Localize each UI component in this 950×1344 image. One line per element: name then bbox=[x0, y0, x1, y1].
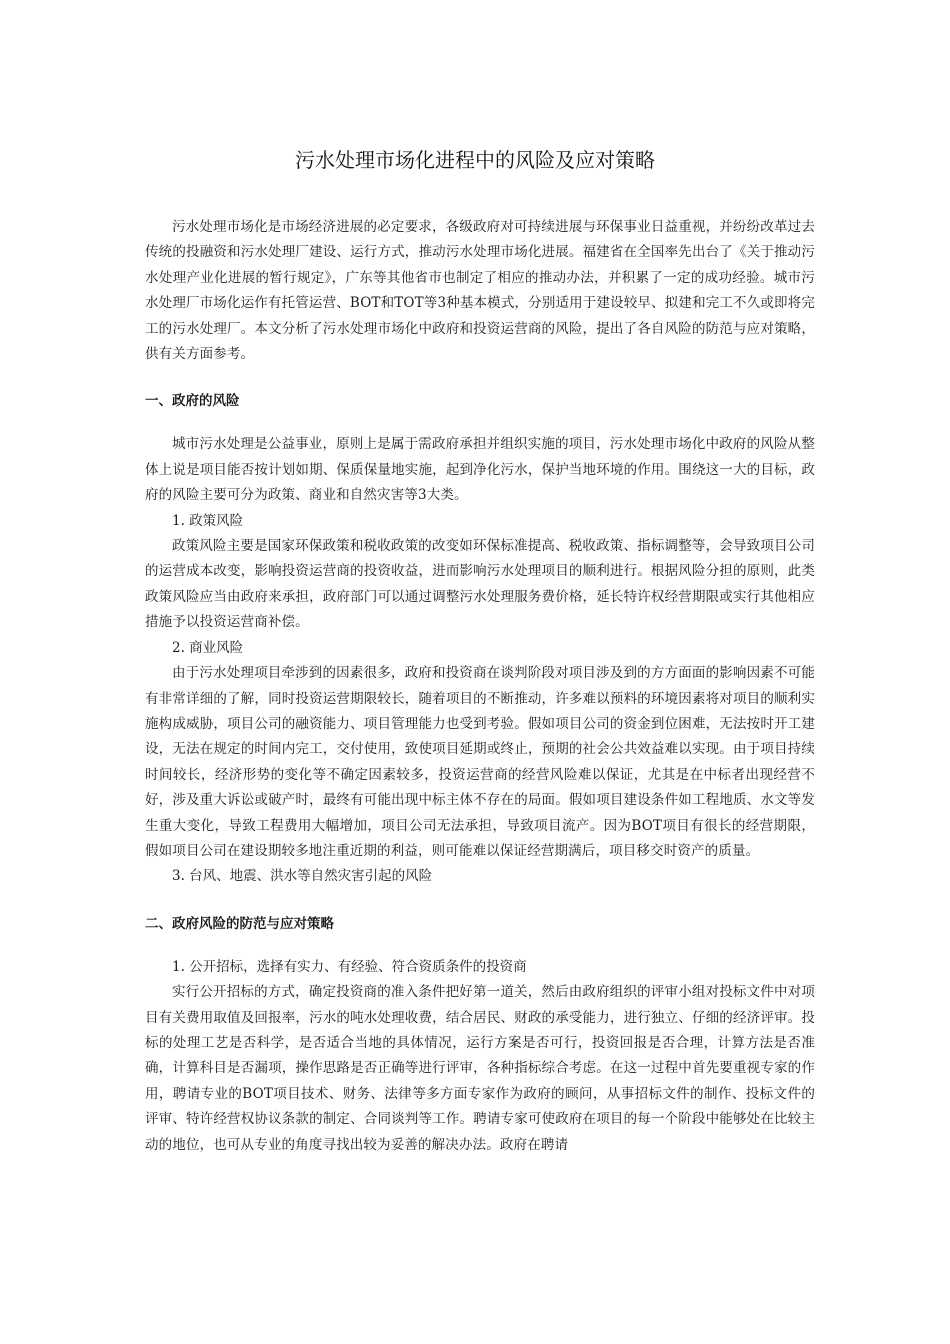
policy-risk-paragraph: 政策风险主要是国家环保政策和税收政策的改变如环保标准提高、税收政策、指标调整等，会导致项目公司的运营成本改变，影响投资运营商的投资收益，进而影响污水处理项目的顺利进行。根据风险分担的原则，此类政策风险应当由政府来承担，政府部门可以通过调整污水处理服务费价格，延长特许权经营期限或实行其他相应措施予以投资运营商补偿。 bbox=[145, 538, 815, 631]
natural-disaster-risk-title: 3. 台风、地震、洪水等自然灾害引起的风险 bbox=[172, 868, 433, 885]
section-heading-risk-prevention: 二、政府风险的防范与应对策略 bbox=[145, 915, 334, 932]
public-tender-paragraph: 实行公开招标的方式，确定投资商的准入条件把好第一道关，然后由政府组织的评审小组对投标文件中对项目有关费用取值及回报率，污水的吨水处理收费，结合居民、财政的承受能力，进行独立、仔细的经济评审。投标的处理工艺是否科学，是否适合当地的具体情况，运行方案是否可行，投资回报是否合理，计算方法是否准确，计算科目是否漏项，操作思路是否正确等进行评审，各种指标综合考虑。在这一过程中首先要重视专家的作用，聘请专业的BOT项目技术、财务、法律等多方面专家作为政府的顾问，从事招标文件的制作、投标文件的评审、特许经营权协议条款的制定、合同谈判等工作。聘请专家可使政府在项目的每一个阶段中能够处在比较主动的地位，也可从专业的角度寻找出较为妥善的解决办法。政府在聘请 bbox=[145, 984, 815, 1153]
document-body bbox=[145, 215, 815, 1158]
document-title: 污水处理市场化进程中的风险及应对策略 bbox=[295, 148, 655, 172]
intro-paragraph: 污水处理市场化是市场经济进展的必定要求，各级政府对可持续进展与环保事业日益重视，并纷纷改革过去传统的投融资和污水处理厂建设、运行方式，推动污水处理市场化进展。福建省在全国率先出台了《关于推动污水处理产业化进展的暂行规定》，广东等其他省市也制定了相应的推动办法，并积累了一定的成功经验。城市污水处理厂市场化运作有托管运营、BOT和TOT等3种基本模式，分别适用于建设较早、拟建和完工不久或即将完工的污水处理厂。本文分析了污水处理市场化中政府和投资运营商的风险，提出了各自风险的防范与应对策略，供有关方面参考。 bbox=[145, 219, 815, 363]
public-tender-title: 1. 公开招标，选择有实力、有经验、符合资质条件的投资商 bbox=[172, 958, 527, 975]
commercial-risk-paragraph: 由于污水处理项目牵涉到的因素很多，政府和投资商在谈判阶段对项目涉及到的方方面面的影响因素不可能有非常详细的了解，同时投资运营期限较长，随着项目的不断推动，许多难以预料的环境因素将对项目的顺利实施构成威胁，项目公司的融资能力、项目管理能力也受到考验。假如项目公司的资金到位困难，无法按时开工建设，无法在规定的时间内完工，交付使用，致使项目延期或终止，预期的社会公共效益难以实现。由于项目持续时间较长，经济形势的变化等不确定因素较多，投资运营商的经营风险难以保证，尤其是在中标者出现经营不好，涉及重大诉讼或破产时，最终有可能出现中标主体不存在的局面。假如项目建设条件如工程地质、水文等发生重大变化，导致工程费用大幅增加，项目公司无法承担，导致项目流产。因为BOT项目有很长的经营期限，假如项目公司在建设期较多地注重近期的利益，则可能难以保证经营期满后，项目移交时资产的质量。 bbox=[145, 665, 815, 859]
commercial-risk-title: 2. 商业风险 bbox=[172, 639, 244, 656]
section1-intro-paragraph: 城市污水处理是公益事业，原则上是属于需政府承担并组织实施的项目，污水处理市场化中政府的风险从整体上说是项目能否按计划如期、保质保量地实施，起到净化污水，保护当地环境的作用。围绕这一大的目标，政府的风险主要可分为政策、商业和自然灾害等3大类。 bbox=[145, 436, 815, 504]
section-heading-government-risk: 一、政府的风险 bbox=[145, 393, 240, 410]
policy-risk-title: 1. 政策风险 bbox=[172, 512, 244, 529]
